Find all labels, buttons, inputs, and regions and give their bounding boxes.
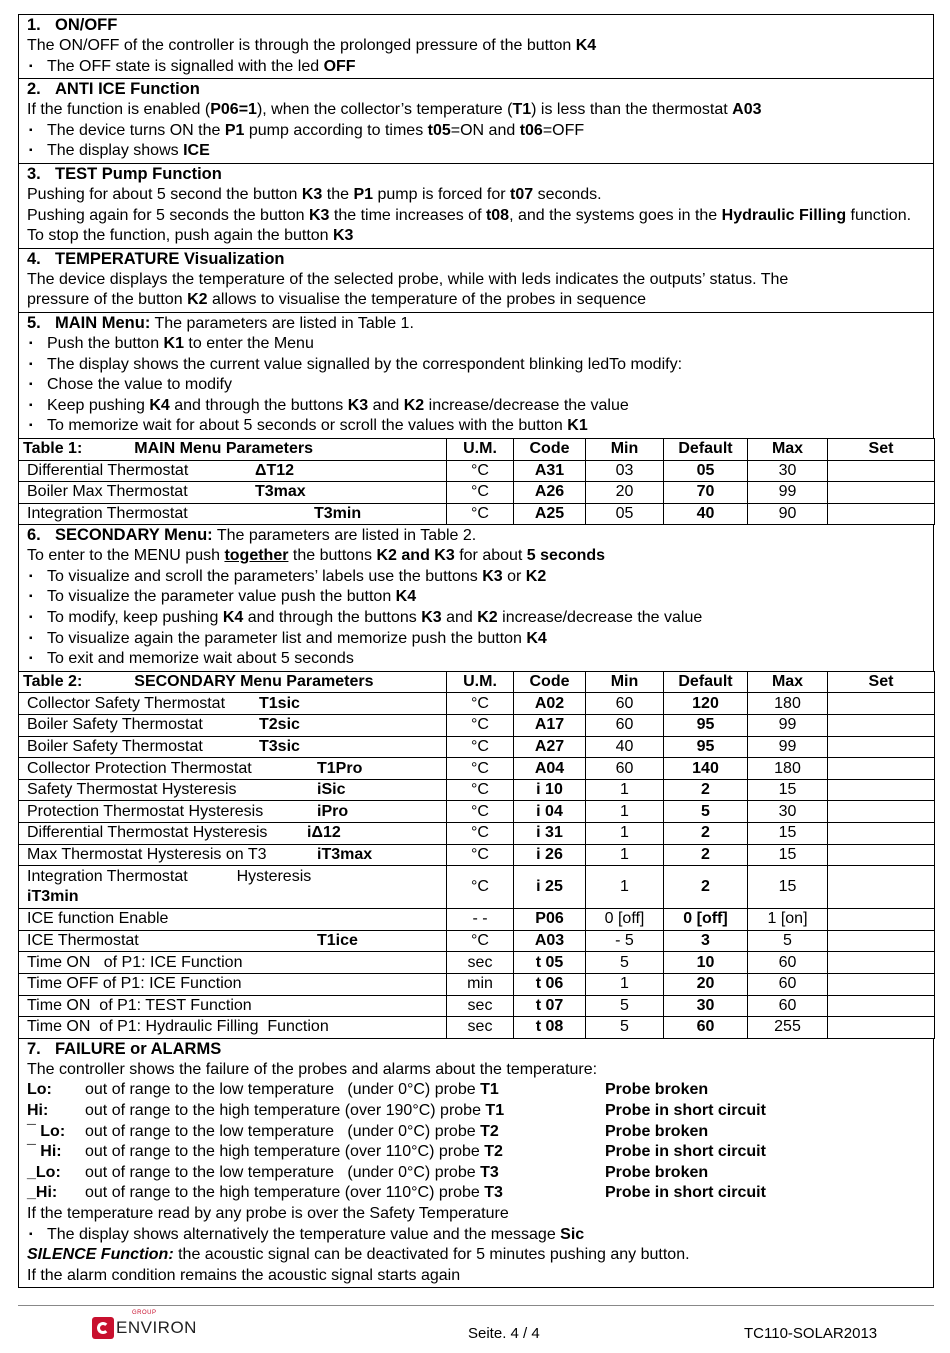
param-um: sec bbox=[447, 995, 514, 1017]
section-text: pressure of the button K2 allows to visualise the temperature of the probes in sequence bbox=[27, 291, 647, 309]
param-name bbox=[19, 779, 447, 801]
param-um: °C bbox=[447, 503, 514, 525]
alarm-row bbox=[27, 1101, 925, 1122]
param-label: Differential Thermostat Hysteresis bbox=[27, 824, 268, 842]
param-max: 255 bbox=[748, 1017, 828, 1039]
param-default: 140 bbox=[664, 758, 748, 780]
section-title: 2. ANTI ICE Function bbox=[27, 80, 200, 99]
bullet-item: ▪ Push the button K1 to enter the Menu bbox=[27, 334, 925, 355]
param-min: 1 bbox=[586, 823, 664, 845]
param-min: - 5 bbox=[586, 930, 664, 952]
bullet-item: ▪ Keep pushing K4 and through the buttons K3 and K2 increase/decrease the value bbox=[27, 396, 925, 417]
table-title: Table 2: SECONDARY Menu Parameters bbox=[19, 671, 447, 693]
param-default: 20 bbox=[664, 973, 748, 995]
param-code: A31 bbox=[514, 460, 586, 482]
alarm-code: Hi: bbox=[27, 1101, 49, 1119]
param-name bbox=[19, 995, 447, 1017]
bullet-item: ▪ The display shows alternatively the temperature value and the message Sic bbox=[27, 1225, 925, 1246]
param-symbol: T1ice bbox=[317, 932, 358, 950]
param-max: 60 bbox=[748, 995, 828, 1017]
table-row bbox=[19, 844, 935, 866]
param-default: 95 bbox=[664, 736, 748, 758]
alarm-description-text: out of range to the low temperature (under 0°C) probe bbox=[85, 1081, 481, 1099]
bullet-item: ▪ The display shows the current value signalled by the correspondent blinking ledTo modify: bbox=[27, 355, 925, 376]
param-min: 5 bbox=[586, 1017, 664, 1039]
col-max: Max bbox=[748, 438, 828, 460]
param-set bbox=[828, 503, 935, 525]
bullet-item: ▪ To modify, keep pushing K4 and through the buttons K3 and K2 increase/decrease the value bbox=[27, 608, 925, 629]
param-name bbox=[19, 736, 447, 758]
param-set bbox=[828, 693, 935, 715]
param-max: 15 bbox=[748, 823, 828, 845]
table-row bbox=[19, 995, 935, 1017]
param-um: °C bbox=[447, 844, 514, 866]
param-um: °C bbox=[447, 736, 514, 758]
section-text: Pushing for about 5 second the button K3 the P1 pump is forced for t07 seconds. bbox=[27, 185, 602, 203]
section-text: Pushing again for 5 seconds the button K3 the time increases of t08, and the systems goes in the Hydraulic Filling function. To stop the function, push again the button K3 bbox=[27, 206, 912, 245]
logo-wordmark bbox=[116, 1310, 197, 1338]
param-name bbox=[19, 952, 447, 974]
param-label: Boiler Safety Thermostat bbox=[27, 716, 203, 734]
param-name: Differential Thermostat ΔT12 bbox=[19, 460, 447, 482]
param-min: 60 bbox=[586, 758, 664, 780]
param-code: A03 bbox=[514, 930, 586, 952]
param-code: i 10 bbox=[514, 779, 586, 801]
param-min: 1 bbox=[586, 779, 664, 801]
param-code: A26 bbox=[514, 482, 586, 504]
param-default: 10 bbox=[664, 952, 748, 974]
param-code: i 04 bbox=[514, 801, 586, 823]
param-max: 30 bbox=[748, 801, 828, 823]
alarm-result: Probe broken bbox=[605, 1081, 709, 1099]
param-max: 99 bbox=[748, 715, 828, 737]
alarm-result: Probe in short circuit bbox=[605, 1184, 766, 1202]
bullet-item: ▪ Chose the value to modify bbox=[27, 375, 925, 396]
param-code: A02 bbox=[514, 693, 586, 715]
alarm-row bbox=[27, 1080, 925, 1101]
section-temperature bbox=[18, 248, 934, 312]
alarm-description bbox=[85, 1163, 605, 1184]
param-name bbox=[19, 715, 447, 737]
param-label: Time ON of P1: Hydraulic Filling Function bbox=[27, 1018, 329, 1036]
param-max: 15 bbox=[748, 866, 828, 909]
table-row bbox=[19, 973, 935, 995]
col-min: Min bbox=[586, 438, 664, 460]
param-min: 1 bbox=[586, 801, 664, 823]
param-label: Collector Safety Thermostat bbox=[27, 694, 226, 712]
param-default: 70 bbox=[664, 482, 748, 504]
bullet-item: ▪ To visualize the parameter value push the button K4 bbox=[27, 587, 925, 608]
param-max: 90 bbox=[748, 503, 828, 525]
param-um: °C bbox=[447, 460, 514, 482]
param-code: i 31 bbox=[514, 823, 586, 845]
section-text: If the function is enabled (P06=1), when the collector’s temperature (T1) is less than the thermostat A03 bbox=[27, 101, 762, 119]
param-symbol: iT3max bbox=[317, 845, 373, 863]
table-row bbox=[19, 779, 935, 801]
alarm-code: Lo: bbox=[27, 1081, 52, 1099]
alarm-probe: T2 bbox=[480, 1122, 499, 1140]
manual-page bbox=[18, 14, 934, 1288]
section-text: If the temperature read by any probe is over the Safety Temperature bbox=[27, 1204, 509, 1222]
param-set bbox=[828, 715, 935, 737]
param-symbol: T3sic bbox=[259, 737, 300, 755]
param-um: sec bbox=[447, 952, 514, 974]
col-code: Code bbox=[514, 438, 586, 460]
param-symbol: iΔ12 bbox=[307, 824, 341, 842]
col-default: Default bbox=[664, 438, 748, 460]
param-min: 20 bbox=[586, 482, 664, 504]
param-max: 30 bbox=[748, 460, 828, 482]
param-code: t 05 bbox=[514, 952, 586, 974]
param-min: 60 bbox=[586, 693, 664, 715]
param-set bbox=[828, 736, 935, 758]
section-text: The ON/OFF of the controller is through the prolonged pressure of the button K4 bbox=[27, 37, 597, 54]
param-name bbox=[19, 801, 447, 823]
param-symbol: T1sic bbox=[259, 694, 300, 712]
param-set bbox=[828, 844, 935, 866]
param-code: A04 bbox=[514, 758, 586, 780]
param-name bbox=[19, 758, 447, 780]
param-set bbox=[828, 758, 935, 780]
alarm-code: _Lo: bbox=[27, 1163, 61, 1181]
alarm-probe: T3 bbox=[480, 1163, 499, 1181]
param-min: 60 bbox=[586, 715, 664, 737]
param-default: 0 [off] bbox=[664, 909, 748, 931]
param-max: 180 bbox=[748, 758, 828, 780]
param-default: 5 bbox=[664, 801, 748, 823]
section-main-menu bbox=[18, 312, 934, 438]
param-label: Protection Thermostat Hysteresis bbox=[27, 802, 264, 820]
param-name: Integration Thermostat T3min bbox=[19, 503, 447, 525]
param-label: Max Thermostat Hysteresis on T3 bbox=[27, 845, 267, 863]
bullet-item: ▪ To visualize and scroll the parameters’ labels use the buttons K3 or K2 bbox=[27, 567, 925, 588]
section-title: 3. TEST Pump Function bbox=[27, 164, 222, 183]
table-row bbox=[19, 736, 935, 758]
param-min: 5 bbox=[586, 995, 664, 1017]
col-um: U.M. bbox=[447, 438, 514, 460]
bullet-item: ▪ To visualize again the parameter list and memorize push the button K4 bbox=[27, 629, 925, 650]
param-set bbox=[828, 866, 935, 909]
param-min: 1 bbox=[586, 866, 664, 909]
alarm-probe: T1 bbox=[485, 1101, 505, 1119]
table-row bbox=[19, 823, 935, 845]
logo-text: ENVIRON bbox=[116, 1318, 197, 1337]
param-min: 0 [off] bbox=[586, 909, 664, 931]
col-default: Default bbox=[664, 671, 748, 693]
param-set bbox=[828, 909, 935, 931]
param-um: °C bbox=[447, 758, 514, 780]
param-set bbox=[828, 952, 935, 974]
table-header-row bbox=[19, 671, 935, 693]
param-name bbox=[19, 1017, 447, 1039]
param-set bbox=[828, 930, 935, 952]
alarm-description-text: out of range to the high temperature (over 110°C) probe bbox=[85, 1143, 485, 1161]
alarm-description bbox=[85, 1122, 605, 1143]
param-label: ICE function Enable bbox=[27, 910, 169, 928]
table-row bbox=[19, 866, 935, 909]
alarm-description-text: out of range to the high temperature (over 110°C) probe bbox=[85, 1184, 485, 1202]
alarm-description-text: out of range to the low temperature (under 0°C) probe bbox=[85, 1122, 481, 1140]
param-min: 03 bbox=[586, 460, 664, 482]
table-main-menu bbox=[18, 438, 935, 525]
environ-logo bbox=[92, 1310, 197, 1339]
param-set bbox=[828, 801, 935, 823]
param-min: 05 bbox=[586, 503, 664, 525]
param-min: 1 bbox=[586, 844, 664, 866]
param-default: 2 bbox=[664, 844, 748, 866]
param-default: 95 bbox=[664, 715, 748, 737]
footer-divider bbox=[18, 1305, 934, 1306]
table-row bbox=[19, 801, 935, 823]
param-um: °C bbox=[447, 482, 514, 504]
param-set bbox=[828, 460, 935, 482]
table-row bbox=[19, 1017, 935, 1039]
alarm-list bbox=[27, 1080, 925, 1204]
logo-group-label: GROUP bbox=[132, 1310, 157, 1316]
param-symbol: iPro bbox=[317, 802, 349, 820]
param-label: Time ON of P1: ICE Function bbox=[27, 953, 243, 971]
param-um: °C bbox=[447, 930, 514, 952]
param-code: A27 bbox=[514, 736, 586, 758]
col-set: Set bbox=[828, 438, 935, 460]
alarm-row bbox=[27, 1163, 925, 1184]
param-um: min bbox=[447, 973, 514, 995]
table-row bbox=[19, 930, 935, 952]
alarm-description bbox=[85, 1142, 605, 1163]
page-number: Seite. 4 / 4 bbox=[468, 1325, 540, 1342]
param-name bbox=[19, 930, 447, 952]
param-label: Safety Thermostat Hysteresis bbox=[27, 781, 237, 799]
table-row bbox=[19, 952, 935, 974]
param-label: Integration Thermostat Hysteresis bbox=[27, 868, 312, 886]
section-title: 7. FAILURE or ALARMS bbox=[27, 1039, 222, 1058]
param-symbol: T1Pro bbox=[317, 759, 363, 777]
alarm-probe: T3 bbox=[484, 1184, 503, 1202]
alarm-probe: T1 bbox=[480, 1081, 499, 1099]
table-row bbox=[19, 758, 935, 780]
param-max: 60 bbox=[748, 973, 828, 995]
param-min: 1 bbox=[586, 973, 664, 995]
param-um: - - bbox=[447, 909, 514, 931]
alarm-code: _Hi: bbox=[27, 1184, 58, 1202]
alarm-result: Probe broken bbox=[605, 1122, 709, 1140]
alarm-row bbox=[27, 1183, 925, 1204]
param-name bbox=[19, 973, 447, 995]
bullet-item: ▪ The OFF state is signalled with the led OFF bbox=[27, 57, 925, 78]
param-default: 60 bbox=[664, 1017, 748, 1039]
param-set bbox=[828, 482, 935, 504]
param-default: 2 bbox=[664, 866, 748, 909]
param-max: 99 bbox=[748, 482, 828, 504]
table-row bbox=[19, 715, 935, 737]
param-name bbox=[19, 693, 447, 715]
table-row bbox=[19, 693, 935, 715]
param-max: 15 bbox=[748, 844, 828, 866]
param-name bbox=[19, 866, 447, 909]
param-min: 40 bbox=[586, 736, 664, 758]
param-default: 120 bbox=[664, 693, 748, 715]
param-set bbox=[828, 995, 935, 1017]
alarm-row bbox=[27, 1142, 925, 1163]
section-test-pump bbox=[18, 163, 934, 248]
param-default: 2 bbox=[664, 823, 748, 845]
bullet-item: ▪ The display shows ICE bbox=[27, 141, 925, 162]
param-set bbox=[828, 823, 935, 845]
param-default: 05 bbox=[664, 460, 748, 482]
bullet-item: ▪ The device turns ON the P1 pump according to times t05=ON and t06=OFF bbox=[27, 121, 925, 142]
section-text: The controller shows the failure of the probes and alarms about the temperature: bbox=[27, 1060, 598, 1078]
param-max: 15 bbox=[748, 779, 828, 801]
alarm-code: ¯ Lo: bbox=[27, 1122, 66, 1140]
param-um: °C bbox=[447, 866, 514, 909]
param-default: 3 bbox=[664, 930, 748, 952]
param-um: sec bbox=[447, 1017, 514, 1039]
param-label: ICE Thermostat bbox=[27, 932, 139, 950]
section-title: 6. SECONDARY Menu: The parameters are listed in Table 2. bbox=[27, 526, 477, 545]
bullet-item: ▪ To memorize wait for about 5 seconds or scroll the values with the button K1 bbox=[27, 416, 925, 437]
param-um: °C bbox=[447, 823, 514, 845]
param-max: 60 bbox=[748, 952, 828, 974]
table-row bbox=[19, 909, 935, 931]
alarm-row bbox=[27, 1122, 925, 1143]
alarm-description-text: out of range to the high temperature (over 190°C) probe bbox=[85, 1101, 486, 1119]
alarm-description bbox=[85, 1101, 605, 1122]
table-row bbox=[19, 460, 935, 482]
alarm-description-text: out of range to the low temperature (under 0°C) probe bbox=[85, 1163, 481, 1181]
param-max: 1 [on] bbox=[748, 909, 828, 931]
param-code: t 07 bbox=[514, 995, 586, 1017]
param-code: A17 bbox=[514, 715, 586, 737]
col-max: Max bbox=[748, 671, 828, 693]
section-title: 5. MAIN Menu: The parameters are listed in Table 1. bbox=[27, 313, 414, 332]
param-symbol: iT3min bbox=[27, 888, 79, 906]
alarm-result: Probe in short circuit bbox=[605, 1101, 766, 1119]
table-title: Table 1: MAIN Menu Parameters bbox=[19, 438, 447, 460]
table-secondary-menu bbox=[18, 671, 935, 1039]
alarm-code: ¯ Hi: bbox=[27, 1143, 62, 1161]
silence-function-text: SILENCE Function: the acoustic signal can be deactivated for 5 minutes pushing any button. bbox=[27, 1246, 690, 1264]
param-set bbox=[828, 779, 935, 801]
param-name bbox=[19, 909, 447, 931]
section-anti-ice bbox=[18, 78, 934, 163]
col-set: Set bbox=[828, 671, 935, 693]
param-code: t 06 bbox=[514, 973, 586, 995]
document-id: TC110-SOLAR2013 bbox=[744, 1325, 878, 1342]
param-default: 40 bbox=[664, 503, 748, 525]
section-failure-alarms bbox=[18, 1039, 934, 1289]
alarm-result: Probe in short circuit bbox=[605, 1143, 766, 1161]
param-um: °C bbox=[447, 801, 514, 823]
page-footer bbox=[0, 1305, 950, 1353]
param-max: 5 bbox=[748, 930, 828, 952]
param-name bbox=[19, 844, 447, 866]
param-set bbox=[828, 1017, 935, 1039]
param-set bbox=[828, 973, 935, 995]
param-symbol: T2sic bbox=[259, 716, 300, 734]
col-code: Code bbox=[514, 671, 586, 693]
param-label: Time ON of P1: TEST Function bbox=[27, 996, 252, 1014]
section-secondary-menu bbox=[18, 525, 934, 671]
table-row bbox=[19, 503, 935, 525]
param-label: Time OFF of P1: ICE Function bbox=[27, 975, 242, 993]
param-name: Boiler Max Thermostat T3max bbox=[19, 482, 447, 504]
param-default: 30 bbox=[664, 995, 748, 1017]
alarm-probe: T2 bbox=[484, 1143, 503, 1161]
param-code: i 25 bbox=[514, 866, 586, 909]
param-name bbox=[19, 823, 447, 845]
param-max: 99 bbox=[748, 736, 828, 758]
bullet-item: ▪ To exit and memorize wait about 5 seconds bbox=[27, 649, 925, 670]
alarm-description bbox=[85, 1183, 605, 1204]
param-default: 2 bbox=[664, 779, 748, 801]
table-row bbox=[19, 482, 935, 504]
param-symbol: iSic bbox=[317, 781, 346, 799]
table-header-row bbox=[19, 438, 935, 460]
section-on-off bbox=[18, 14, 934, 78]
param-code: i 26 bbox=[514, 844, 586, 866]
param-code: P06 bbox=[514, 909, 586, 931]
alarm-result: Probe broken bbox=[605, 1163, 709, 1181]
param-label: Collector Protection Thermostat bbox=[27, 759, 252, 777]
section-title: 1. ON/OFF bbox=[27, 16, 118, 34]
param-code: t 08 bbox=[514, 1017, 586, 1039]
section-text: If the alarm condition remains the acoustic signal starts again bbox=[27, 1266, 461, 1284]
param-um: °C bbox=[447, 779, 514, 801]
col-min: Min bbox=[586, 671, 664, 693]
param-max: 180 bbox=[748, 693, 828, 715]
section-text: To enter to the MENU push together the buttons K2 and K3 for about 5 seconds bbox=[27, 547, 606, 565]
param-um: °C bbox=[447, 715, 514, 737]
param-label: Boiler Safety Thermostat bbox=[27, 737, 203, 755]
param-code: A25 bbox=[514, 503, 586, 525]
param-min: 5 bbox=[586, 952, 664, 974]
section-title: 4. TEMPERATURE Visualization bbox=[27, 249, 285, 268]
alarm-description bbox=[85, 1080, 605, 1101]
param-um: °C bbox=[447, 693, 514, 715]
col-um: U.M. bbox=[447, 671, 514, 693]
section-text: The device displays the temperature of the selected probe, while with leds indicates the outputs’ status. The bbox=[27, 270, 789, 288]
environ-logo-icon bbox=[92, 1317, 114, 1339]
